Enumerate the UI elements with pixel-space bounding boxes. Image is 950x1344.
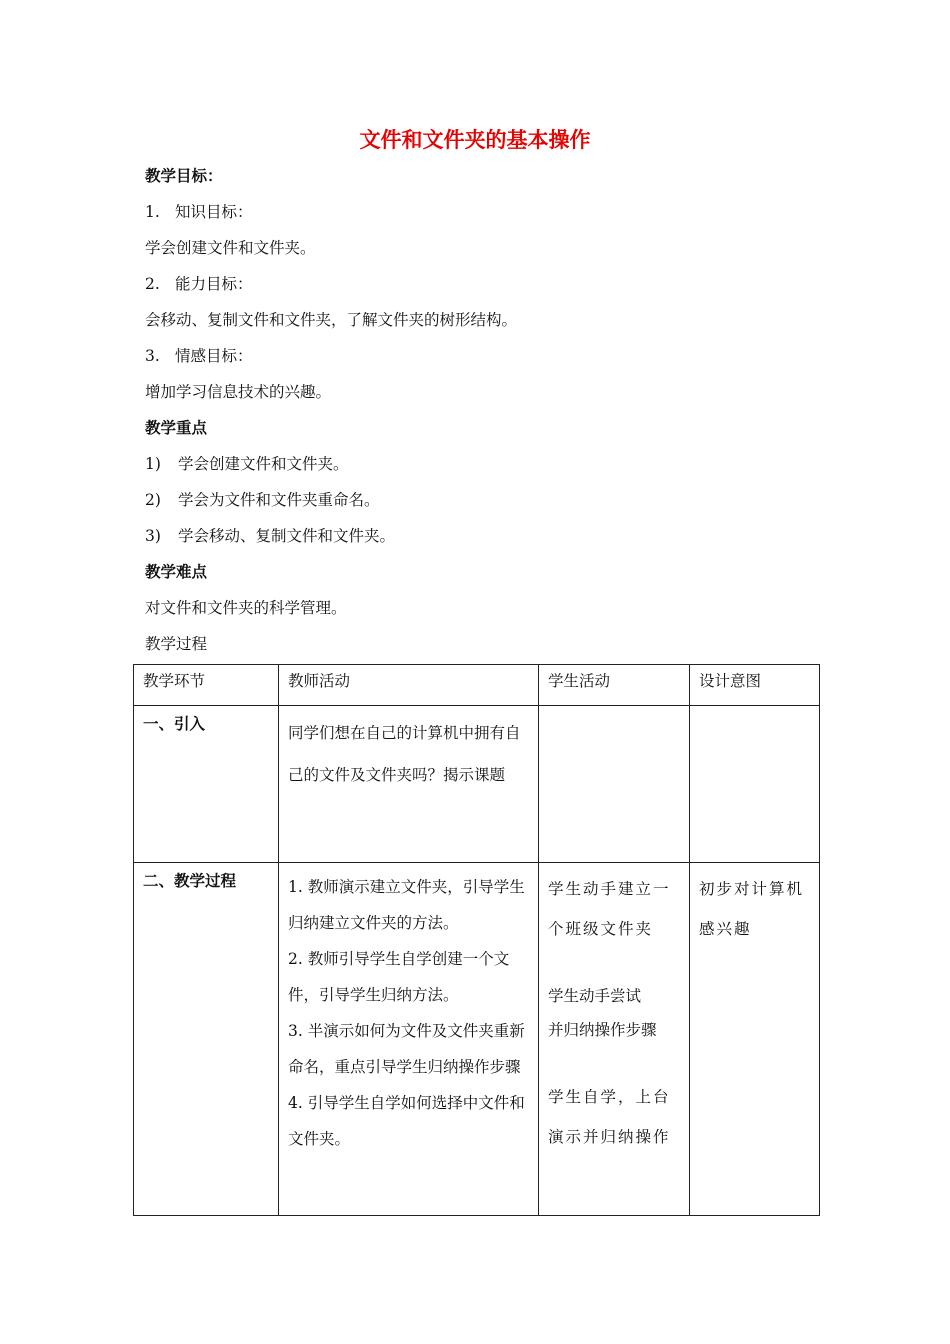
teacher-step-1: 1. 教师演示建立文件夹，引导学生归纳建立文件夹的方法。 xyxy=(288,878,525,932)
table-row xyxy=(134,863,820,1216)
row-2-intent: 初步对计算机感兴趣 xyxy=(690,863,820,1216)
keypoint-1 xyxy=(145,452,349,474)
teacher-step-2: 2. 教师引导学生自学创建一个文件，引导学生归纳方法。 xyxy=(288,950,510,1004)
header-intent: 设计意图 xyxy=(690,665,820,706)
keypoint-1-number: 1) xyxy=(145,455,161,473)
objective-3-content: 增加学习信息技术的兴趣。 xyxy=(145,383,332,401)
objective-1 xyxy=(145,200,253,222)
objective-2-label: 能力目标： xyxy=(175,275,253,293)
objective-1-number: 1. xyxy=(145,203,160,221)
teacher-step-3: 3. 半演示如何为文件及文件夹重新命名，重点引导学生归纳操作步骤 xyxy=(288,1022,525,1076)
objective-3 xyxy=(145,344,253,366)
row-2-teacher xyxy=(279,863,539,1216)
row-1-student xyxy=(539,706,690,863)
table-row xyxy=(134,706,820,863)
student-activity-1: 学生动手建立一个班级文件夹 xyxy=(548,880,671,938)
keypoint-1-text: 学会创建文件和文件夹。 xyxy=(178,455,349,473)
keypoint-3-number: 3) xyxy=(145,527,161,545)
row-2-stage: 二、教学过程 xyxy=(134,863,279,1216)
objective-3-number: 3. xyxy=(145,347,160,365)
keypoints-heading: 教学重点 xyxy=(145,419,208,437)
header-teacher: 教师活动 xyxy=(279,665,539,706)
difficulty-heading: 教学难点 xyxy=(145,563,208,581)
keypoint-2-number: 2) xyxy=(145,491,161,509)
objective-2-content: 会移动、复制文件和文件夹，了解文件夹的树形结构。 xyxy=(145,311,518,329)
objective-1-content: 学会创建文件和文件夹。 xyxy=(145,239,316,257)
objective-2-number: 2. xyxy=(145,275,160,293)
student-activity-3: 并归纳操作步骤 xyxy=(548,1021,657,1039)
keypoint-2 xyxy=(145,488,380,510)
row-1-intent xyxy=(690,706,820,863)
student-activity-2: 学生动手尝试 xyxy=(548,987,642,1005)
keypoint-2-text: 学会为文件和文件夹重命名。 xyxy=(178,491,380,509)
difficulty-text: 对文件和文件夹的科学管理。 xyxy=(145,599,347,617)
row-1-stage: 一、引入 xyxy=(134,706,279,863)
process-table xyxy=(133,664,820,1216)
row-1-teacher: 同学们想在自己的计算机中拥有自己的文件及文件夹吗？揭示课题 xyxy=(279,706,539,863)
objective-2 xyxy=(145,272,253,294)
document-title: 文件和文件夹的基本操作 xyxy=(359,127,591,152)
student-activity-4: 学生自学，上台演示并归纳操作 xyxy=(548,1088,671,1146)
objectives-heading: 教学目标： xyxy=(145,167,223,185)
process-label: 教学过程 xyxy=(145,635,208,653)
keypoint-3-text: 学会移动、复制文件和文件夹。 xyxy=(178,527,396,545)
table-header-row xyxy=(134,665,820,706)
objective-3-label: 情感目标： xyxy=(175,347,253,365)
teacher-step-4: 4. 引导学生自学如何选择中文件和文件夹。 xyxy=(288,1094,525,1148)
keypoint-3 xyxy=(145,524,395,546)
objective-1-label: 知识目标： xyxy=(175,203,253,221)
header-stage: 教学环节 xyxy=(134,665,279,706)
header-student: 学生活动 xyxy=(539,665,690,706)
row-2-student xyxy=(539,863,690,1216)
